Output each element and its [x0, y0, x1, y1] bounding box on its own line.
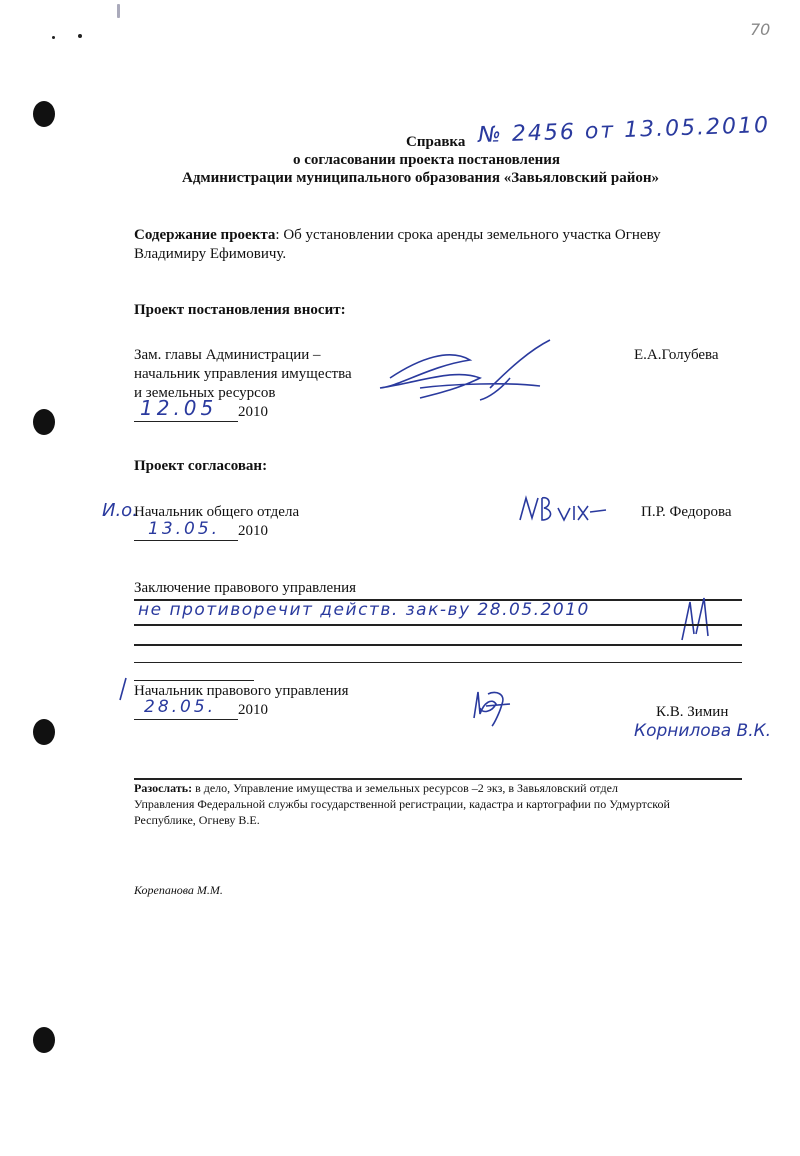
submitted-heading: Проект постановления вносит: — [134, 302, 346, 318]
scan-mark — [78, 34, 82, 38]
legal-name-handwritten: Корнилова В.К. — [634, 721, 772, 741]
submitted-year: 2010 — [238, 404, 268, 420]
document-title: Справка — [406, 134, 466, 150]
legal-name: К.В. Зимин — [656, 704, 729, 720]
scan-mark — [117, 4, 120, 18]
conclusion-line — [134, 662, 742, 663]
signature-zimin — [466, 684, 516, 728]
submitted-position-3: и земельных ресурсов — [134, 385, 276, 401]
agreed-name: П.Р. Федорова — [641, 504, 732, 520]
document-subtitle: о согласовании проекта постановления — [293, 152, 561, 168]
binder-hole — [33, 719, 55, 745]
page-number: 70 — [750, 20, 771, 39]
project-content-text: : Об установлении срока аренды земельного участка Огневу — [275, 227, 661, 243]
binder-hole — [33, 409, 55, 435]
signature-fedorova — [516, 492, 616, 532]
scan-mark — [52, 36, 55, 39]
distribution-text-1: в дело, Управление имущества и земельных ресурсов –2 экз, в Завьяловский отдел — [192, 781, 618, 795]
conclusion-line — [134, 624, 742, 626]
project-content — [134, 227, 742, 244]
project-content-label: Содержание проекта — [134, 227, 276, 243]
submitted-position-1: Зам. главы Администрации – — [134, 347, 321, 363]
conclusion-line — [134, 644, 742, 646]
agreed-year: 2010 — [238, 523, 268, 539]
date-underline — [134, 421, 238, 422]
submitted-date-handwritten: 12.05 — [140, 396, 218, 420]
binder-hole — [33, 1027, 55, 1053]
submitted-name: Е.А.Голубева — [634, 347, 719, 363]
conclusion-short-line — [134, 680, 254, 681]
distribution-separator — [134, 778, 742, 780]
distribution-line2: Управления Федеральной службы государственной регистрации, кадастра и картографии по Удмуртской — [134, 797, 670, 811]
legal-year: 2010 — [238, 702, 268, 718]
agreed-position: Начальник общего отдела — [134, 504, 300, 520]
agreed-prefix-handwritten: И.о. — [102, 500, 138, 521]
project-content-line2: Владимиру Ефимовичу. — [134, 246, 287, 262]
distribution-line3: Республике, Огневу В.Е. — [134, 813, 260, 827]
date-underline — [134, 540, 238, 541]
legal-date-handwritten: 28.05. — [144, 697, 217, 717]
agreed-heading: Проект согласован: — [134, 458, 268, 474]
signature-golubeva — [360, 338, 560, 408]
document-number-handwritten: № 2456 от 13.05.2010 — [477, 112, 771, 149]
agreed-date-handwritten: 13.05. — [148, 519, 221, 539]
legal-conclusion-handwritten: не противоречит действ. зак-ву 28.05.2010 — [138, 600, 590, 620]
submitted-position-2: начальник управления имущества — [134, 366, 352, 382]
signature-legal-conclusion — [676, 594, 716, 644]
binder-hole — [33, 101, 55, 127]
document-subtitle-2: Администрации муниципального образования «Завьяловский район» — [182, 170, 660, 186]
distribution-line1 — [134, 781, 742, 796]
date-underline — [134, 719, 238, 720]
legal-position: Начальник правового управления — [134, 683, 349, 699]
distribution-label: Разослать: — [134, 781, 193, 795]
legal-label: Заключение правового управления — [134, 580, 357, 596]
approval-mark — [116, 676, 130, 702]
executor-name: Корепанова М.М. — [134, 883, 223, 897]
